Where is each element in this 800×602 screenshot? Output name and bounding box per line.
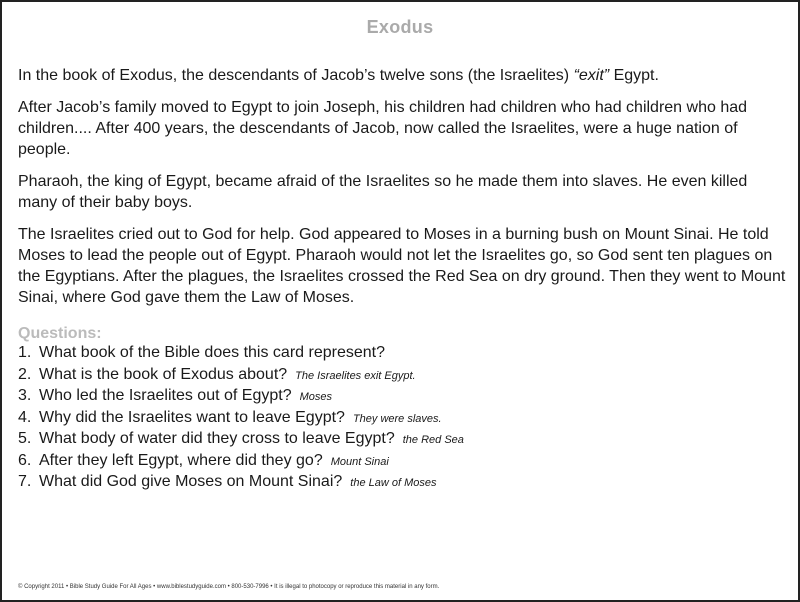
question-text: What body of water did they cross to leave Egypt? xyxy=(39,430,395,447)
paragraph-history: After Jacob’s family moved to Egypt to join Joseph, his children had children who had children who had children.... After 400 years, the descendants of Jacob, now called the Israelites, were a huge nation of people. xyxy=(18,99,748,158)
question-number: 7. xyxy=(18,473,32,490)
question-number: 2. xyxy=(18,365,32,383)
intro-text-end: Egypt. xyxy=(609,67,659,84)
paragraph-moses: The Israelites cried out to God for help. God appeared to Moses in a burning bush on Mount Sinai. He told Moses to lead the people out of Egypt. Pharaoh would not let the Israelites go, so God sent ten plagues on the Egyptians. After the plagues, the Israelites crossed the Red Sea on dry ground. Then they went to Mount Sinai, where God gave them the Law of Moses. xyxy=(18,226,786,306)
paragraph-intro xyxy=(18,65,788,86)
question-text: What did God give Moses on Mount Sinai? xyxy=(39,473,343,490)
answer-text: the Red Sea xyxy=(402,434,464,446)
card-title: Exodus xyxy=(366,17,434,37)
intro-text-start: In the book of Exodus, the descendants of Jacob’s twelve sons (the Israelites) xyxy=(18,67,574,84)
question-text: What is the book of Exodus about? xyxy=(39,365,288,383)
answer-text: the Law of Moses xyxy=(350,477,437,489)
question-item xyxy=(18,365,788,387)
card-body xyxy=(18,65,788,494)
question-item xyxy=(18,343,788,365)
question-item xyxy=(18,386,788,408)
paragraph-pharaoh: Pharaoh, the king of Egypt, became afraid of the Israelites so he made them into slaves. He even killed many of their baby boys. xyxy=(18,173,748,211)
question-item xyxy=(18,429,788,451)
question-item xyxy=(18,451,788,473)
answer-text: Mount Sinai xyxy=(330,455,389,468)
questions-heading: Questions: xyxy=(18,325,102,342)
question-item xyxy=(18,408,788,430)
copyright-footer: © Copyright 2011 • Bible Study Guide For All Ages • www.biblestudyguide.com • 800-530-7996 • It is illegal to photocopy or reproduce this material in any form. xyxy=(18,584,440,590)
question-number: 5. xyxy=(18,430,32,447)
question-text: After they left Egypt, where did they go? xyxy=(39,451,323,469)
answer-text: They were slaves. xyxy=(352,412,442,425)
question-number: 4. xyxy=(18,408,32,426)
intro-emphasis: “exit” xyxy=(573,67,610,84)
question-text: Why did the Israelites want to leave Egypt? xyxy=(39,408,345,426)
answer-text: Moses xyxy=(299,391,332,403)
questions-list xyxy=(18,343,788,494)
question-number: 6. xyxy=(18,451,32,469)
question-number: 1. xyxy=(18,344,32,361)
question-item xyxy=(18,472,788,494)
answer-text: The Israelites exit Egypt. xyxy=(295,369,416,382)
question-text: Who led the Israelites out of Egypt? xyxy=(39,387,292,404)
question-number: 3. xyxy=(18,387,32,404)
question-text: What book of the Bible does this card represent? xyxy=(39,344,385,361)
